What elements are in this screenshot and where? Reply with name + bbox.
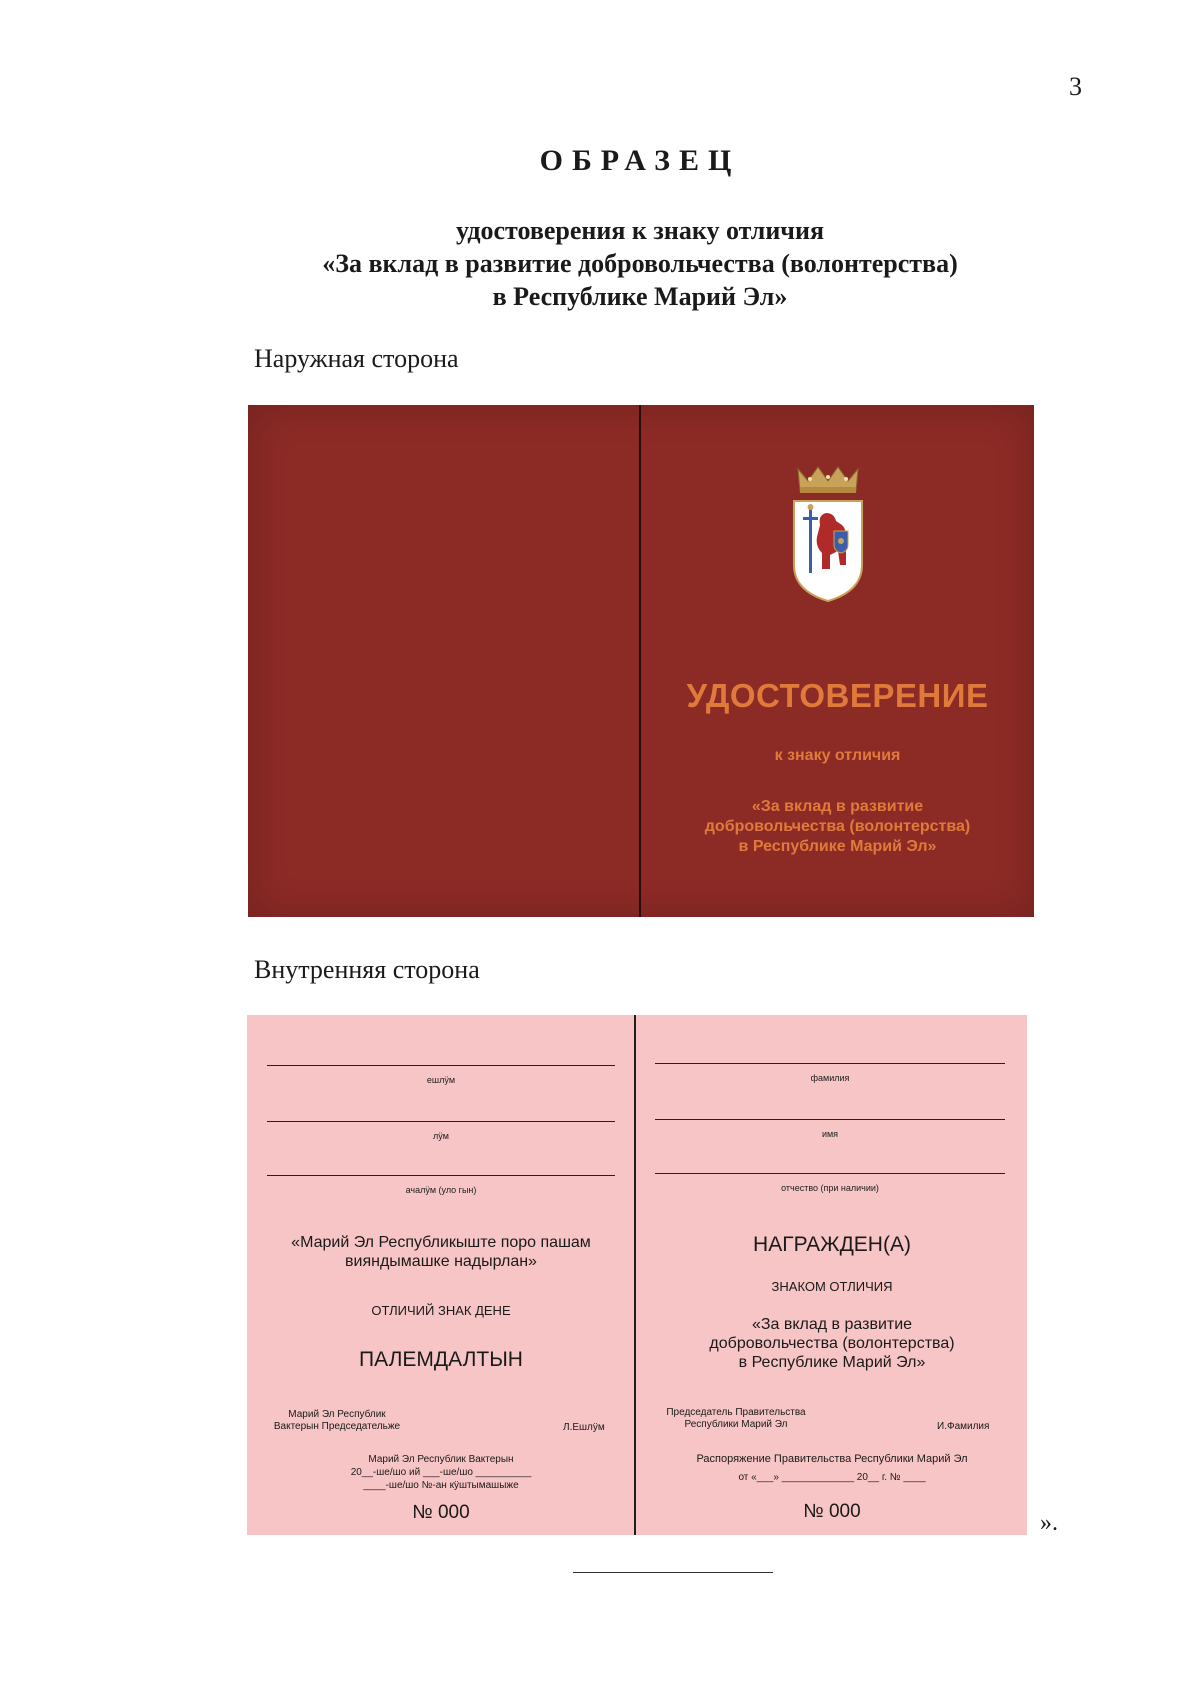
signer-name: И.Фамилия — [937, 1421, 990, 1432]
order-title: Распоряжение Правительства Республики Марий Эл — [696, 1453, 968, 1465]
distinction-label: ЗНАКОМ ОТЛИЧИЯ — [771, 1279, 893, 1294]
outer-side-label: Наружная сторона — [254, 344, 459, 373]
order-date-line: от «___» _____________ 20__ г. № ____ — [738, 1472, 926, 1483]
patronymic-caption: ачалӱм (уло гын) — [405, 1185, 477, 1195]
certificate-inner-spread — [247, 1015, 1027, 1535]
cover-subtitle: к знаку отличия — [774, 747, 901, 764]
award-name — [247, 1233, 635, 1271]
page-number: 3 — [1069, 72, 1082, 101]
cover-award-name-line: «За вклад в развитие — [751, 798, 924, 815]
closing-quote-mark: ». — [1040, 1510, 1058, 1536]
subtitle-line: «За вклад в развитие добровольчества (волонтерства) — [322, 249, 958, 278]
name-caption: лӱм — [433, 1131, 449, 1141]
signer-title — [651, 1407, 821, 1431]
award-name-line: вияндымашке надырлан» — [345, 1253, 537, 1270]
cover-title: УДОСТОВЕРЕНИЕ — [686, 677, 989, 714]
document-title: ОБРАЗЕЦ — [539, 144, 741, 177]
award-name-line: в Республике Марий Эл» — [738, 1354, 926, 1371]
signer-title-line: Председатель Правительства — [666, 1407, 806, 1418]
signer-title-line: Вактерын Председательже — [273, 1421, 401, 1432]
inner-side-label: Внутренняя сторона — [254, 955, 480, 984]
end-separator-line — [573, 1572, 773, 1573]
patronymic-caption: отчество (при наличии) — [781, 1183, 879, 1193]
surname-caption: ешлӱм — [426, 1075, 456, 1085]
cover-award-name — [641, 797, 1034, 857]
surname-line — [267, 1065, 615, 1066]
cover-award-name-line: добровольчества (волонтерства) — [704, 818, 971, 835]
inner-left-panel — [247, 1015, 635, 1535]
cover-award-name-line: в Республике Марий Эл» — [738, 838, 937, 855]
distinction-label: ОТЛИЧИЙ ЗНАК ДЕНЕ — [371, 1303, 511, 1318]
order-line: 20__-ше/шо ий ___-ше/шо __________ — [350, 1467, 532, 1478]
award-name-line: «Марий Эл Республикыште поро пашам — [291, 1234, 591, 1251]
coat-of-arms-icon — [790, 465, 866, 605]
awarded-heading: ПАЛЕМДАЛТЫН — [359, 1348, 523, 1371]
name-line — [267, 1121, 615, 1122]
patronymic-line — [267, 1175, 615, 1176]
certificate-number: № 000 — [803, 1501, 861, 1522]
subtitle-line: в Республике Марий Эл» — [492, 282, 788, 311]
order-line: ____-ше/шо №-ан кӱштымашыже — [363, 1480, 519, 1491]
name-caption: имя — [821, 1129, 839, 1139]
signer-title — [257, 1409, 417, 1433]
awarded-heading: НАГРАЖДЕН(А) — [753, 1233, 911, 1256]
inner-right-panel — [637, 1015, 1027, 1535]
subtitle-line: удостоверения к знаку отличия — [455, 216, 825, 245]
surname-caption: фамилия — [810, 1073, 850, 1083]
surname-line — [655, 1063, 1005, 1064]
document-subtitle — [0, 214, 1200, 313]
certificate-number: № 000 — [412, 1502, 470, 1523]
award-name — [637, 1315, 1027, 1372]
award-name-line: добровольчества (волонтерства) — [709, 1335, 955, 1352]
signer-name: Л.Ешлӱм — [563, 1422, 605, 1433]
order-reference — [247, 1453, 635, 1492]
order-line: Марий Эл Республик Вактерын — [368, 1454, 514, 1465]
patronymic-line — [655, 1173, 1005, 1174]
name-line — [655, 1119, 1005, 1120]
award-name-line: «За вклад в развитие — [751, 1316, 913, 1333]
signer-title-line: Республики Марий Эл — [684, 1419, 788, 1430]
certificate-cover — [248, 405, 1034, 917]
signer-title-line: Марий Эл Республик — [288, 1409, 386, 1420]
